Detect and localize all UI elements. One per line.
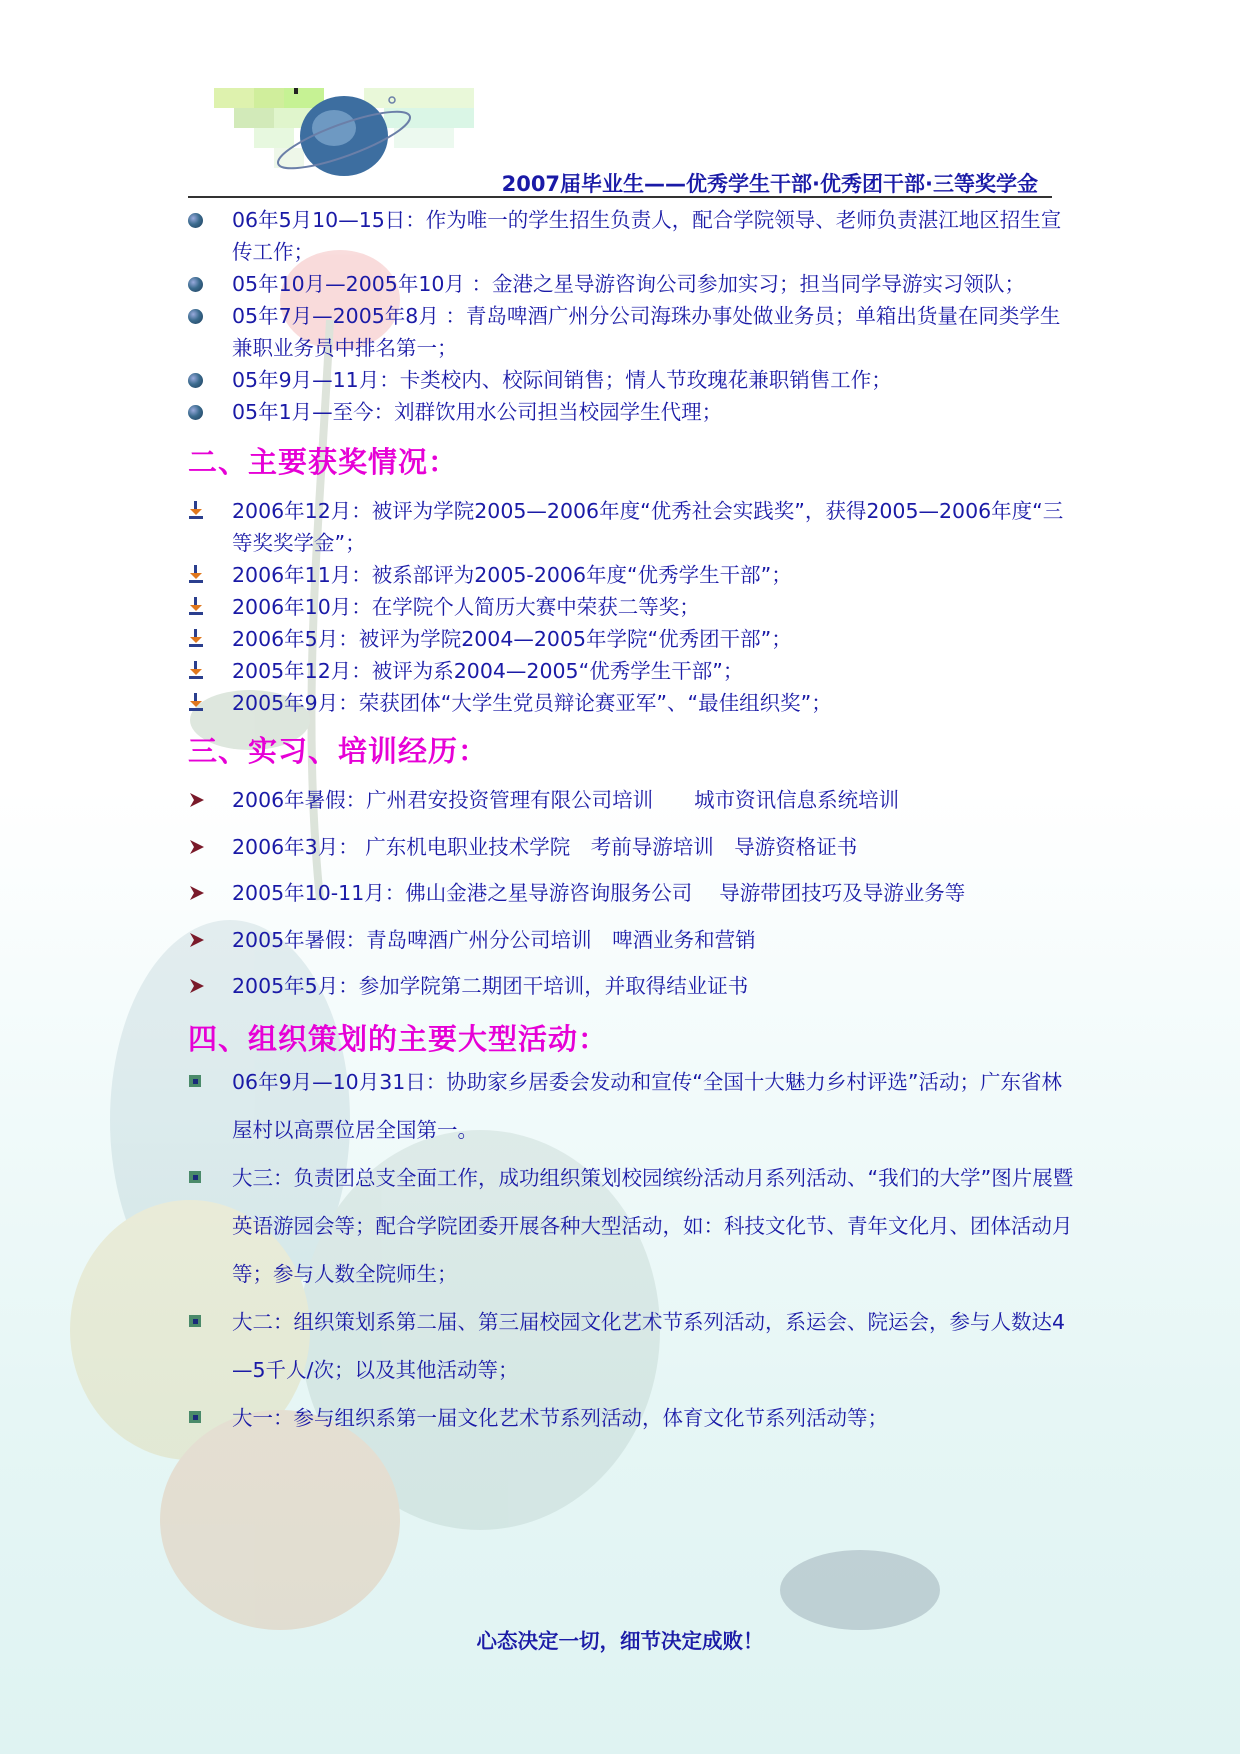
arrow-bullet-icon bbox=[188, 565, 204, 585]
list-item: 2006年10月：在学院个人简历大赛中荣获二等奖； bbox=[188, 591, 1078, 623]
list-item: 06年9月—10月31日：协助家乡居委会发动和宣传“全国十大魅力乡村评选”活动；广东省林屋村以高票位居全国第一。 bbox=[188, 1058, 1078, 1154]
pointer-arrow-icon bbox=[188, 884, 206, 902]
list-item: 2005年12月：被评为系2004—2005“优秀学生干部”； bbox=[188, 655, 1078, 687]
arrow-bullet-icon bbox=[188, 661, 204, 681]
list-item: 2006年11月：被系部评为2005-2006年度“优秀学生干部”； bbox=[188, 559, 1078, 591]
events-list bbox=[188, 1058, 1078, 1442]
list-item: 05年9月—11月：卡类校内、校际间销售；情人节玫瑰花兼职销售工作； bbox=[188, 364, 1078, 396]
list-item: 2006年12月：被评为学院2005—2006年度“优秀社会实践奖”，获得2005—2006年度“三等奖奖学金”； bbox=[188, 495, 1078, 559]
list-item: 2005年9月：荣获团体“大学生党员辩论赛亚军”、“最佳组织奖”； bbox=[188, 687, 1078, 719]
square-bullet-icon bbox=[188, 1170, 202, 1184]
training-list bbox=[188, 784, 1078, 1002]
header-title: 2007届毕业生——优秀学生干部·优秀团干部·三等奖学金 bbox=[501, 172, 1038, 196]
section-heading-training: 三、实习、培训经历： bbox=[188, 734, 489, 768]
arrow-bullet-icon bbox=[188, 597, 204, 617]
list-item: 05年7月—2005年8月 ：青岛啤酒广州分公司海珠办事处做业务员；单箱出货量在同类学生兼职业务员中排名第一； bbox=[188, 300, 1078, 364]
list-item: 2005年暑假：青岛啤酒广州分公司培训 啤酒业务和营销 bbox=[188, 924, 1078, 956]
resume-content bbox=[188, 200, 1078, 1442]
list-item: 2006年3月： 广东机电职业技术学院 考前导游培训 导游资格证书 bbox=[188, 831, 1078, 863]
awards-list bbox=[188, 495, 1078, 719]
list-item: 06年5月10—15日：作为唯一的学生招生负责人，配合学院领导、老师负责湛江地区招生宣传工作； bbox=[188, 204, 1078, 268]
list-item: 05年1月—至今：刘群饮用水公司担当校园学生代理； bbox=[188, 396, 1078, 428]
list-item: 05年10月—2005年10月 ：金港之星导游咨询公司参加实习；担当同学导游实习领队； bbox=[188, 268, 1078, 300]
list-item: 2005年5月：参加学院第二期团干培训，并取得结业证书 bbox=[188, 970, 1078, 1002]
list-item: 2006年暑假：广州君安投资管理有限公司培训 城市资讯信息系统培训 bbox=[188, 784, 1078, 816]
section-heading-activities: 四、组织策划的主要大型活动： bbox=[188, 1021, 609, 1056]
pointer-arrow-icon bbox=[188, 931, 206, 949]
list-item: 2006年5月：被评为学院2004—2005年学院“优秀团干部”； bbox=[188, 623, 1078, 655]
bullet-icon bbox=[188, 405, 203, 420]
section-heading-awards: 二、主要获奖情况： bbox=[188, 445, 459, 479]
bullet-icon bbox=[188, 373, 203, 388]
pointer-arrow-icon bbox=[188, 791, 206, 809]
list-item: 2005年10-11月：佛山金港之星导游咨询服务公司 导游带团技巧及导游业务等 bbox=[188, 877, 1078, 909]
square-bullet-icon bbox=[188, 1314, 202, 1328]
list-item: 大一：参与组织系第一届文化艺术节系列活动，体育文化节系列活动等； bbox=[188, 1394, 1078, 1442]
bullet-icon bbox=[188, 277, 203, 292]
list-item: 大三：负责团总支全面工作，成功组织策划校园缤纷活动月系列活动、“我们的大学”图片展暨英语游园会等；配合学院团委开展各种大型活动，如：科技文化节、青年文化月、团体活动月等；参与人数全院师生； bbox=[188, 1154, 1078, 1298]
arrow-bullet-icon bbox=[188, 501, 204, 521]
square-bullet-icon bbox=[188, 1074, 202, 1088]
footer-motto: 心态决定一切，细节决定成败！ bbox=[476, 1629, 764, 1653]
arrow-bullet-icon bbox=[188, 629, 204, 649]
square-bullet-icon bbox=[188, 1410, 202, 1424]
arrow-bullet-icon bbox=[188, 693, 204, 713]
activities-list bbox=[188, 204, 1078, 428]
header-logo bbox=[214, 88, 474, 180]
bullet-icon bbox=[188, 213, 203, 228]
list-item: 大二：组织策划系第二届、第三届校园文化艺术节系列活动，系运会、院运会，参与人数达4—5千人/次；以及其他活动等； bbox=[188, 1298, 1078, 1394]
bullet-icon bbox=[188, 309, 203, 324]
pointer-arrow-icon bbox=[188, 838, 206, 856]
header-divider bbox=[188, 196, 1052, 198]
pointer-arrow-icon bbox=[188, 977, 206, 995]
